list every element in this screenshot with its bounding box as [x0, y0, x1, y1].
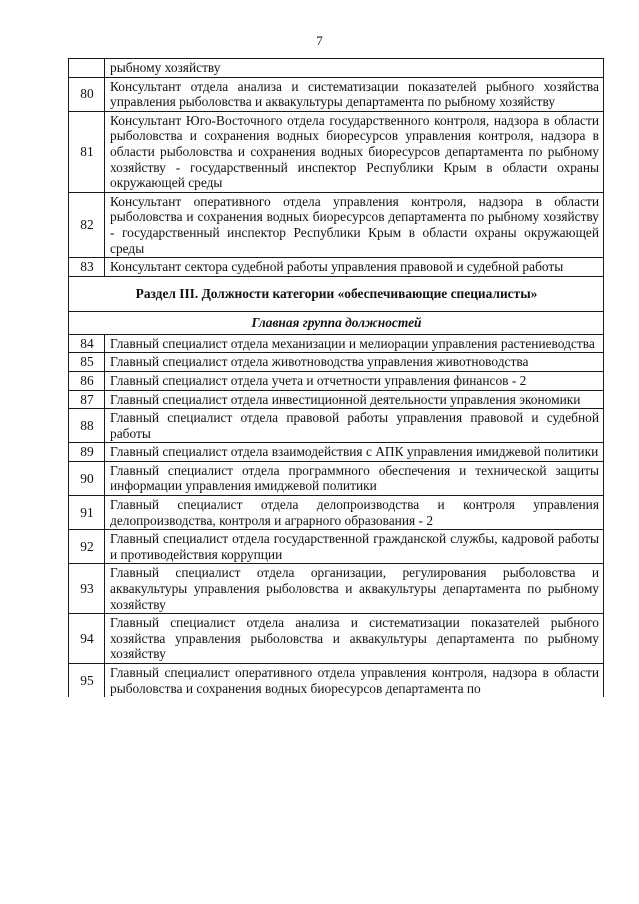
positions-table-body — [69, 59, 604, 698]
table-row — [69, 530, 604, 564]
table-row — [69, 443, 604, 462]
row-number: 81 — [69, 111, 105, 192]
table-row-truncated — [69, 664, 604, 698]
row-number: 87 — [69, 390, 105, 409]
table-row — [69, 111, 604, 192]
row-number: 83 — [69, 258, 105, 277]
row-number: 91 — [69, 496, 105, 530]
table-row — [69, 461, 604, 495]
row-number: 86 — [69, 371, 105, 390]
group-title: Главная группа должностей — [69, 311, 604, 334]
position-title: Главный специалист отдела механизации и мелиорации управления растениеводства — [105, 334, 604, 353]
row-number: 94 — [69, 614, 105, 664]
table-row — [69, 564, 604, 614]
row-number: 88 — [69, 409, 105, 443]
position-title: Главный специалист отдела правовой работы управления правовой и судебной работы — [105, 409, 604, 443]
table-row — [69, 390, 604, 409]
table-row-continuation — [69, 59, 604, 78]
table-row — [69, 192, 604, 257]
table-row — [69, 496, 604, 530]
position-title: рыбному хозяйству — [105, 59, 604, 78]
row-number: 82 — [69, 192, 105, 257]
position-title: Главный специалист отдела животноводства управления животноводства — [105, 353, 604, 372]
row-number: 89 — [69, 443, 105, 462]
position-title: Главный специалист отдела государственной гражданской службы, кадровой работы и противодействия коррупции — [105, 530, 604, 564]
row-number: 84 — [69, 334, 105, 353]
row-number: 95 — [69, 664, 105, 698]
table-row — [69, 334, 604, 353]
page-number: 7 — [316, 33, 323, 48]
position-title: Консультант оперативного отдела управления контроля, надзора в области рыболовства и сохранения водных биоресурсов департамента по рыбному хозяйству - государственный инспектор Республики Крым в области охраны окружающей среды — [105, 192, 604, 257]
row-number: 90 — [69, 461, 105, 495]
position-title: Главный специалист отдела делопроизводства и контроля управления делопроизводства, контроля и аграрного образования - 2 — [105, 496, 604, 530]
table-row — [69, 371, 604, 390]
section-heading-row — [69, 276, 604, 311]
position-title: Консультант сектора судебной работы управления правовой и судебной работы — [105, 258, 604, 277]
row-number: 93 — [69, 564, 105, 614]
row-number: 92 — [69, 530, 105, 564]
table-row — [69, 409, 604, 443]
position-title: Главный специалист оперативного отдела управления контроля, надзора в области рыболовства и сохранения водных биоресурсов департамента по — [105, 664, 604, 698]
table-row — [69, 614, 604, 664]
positions-table — [68, 58, 604, 697]
row-number: 85 — [69, 353, 105, 372]
table-row — [69, 353, 604, 372]
row-number — [69, 59, 105, 78]
position-title: Главный специалист отдела инвестиционной деятельности управления экономики — [105, 390, 604, 409]
position-title: Главный специалист отдела организации, регулирования рыболовства и аквакультуры управления рыболовства и аквакультуры департамента по рыбному хозяйству — [105, 564, 604, 614]
position-title: Главный специалист отдела учета и отчетности управления финансов - 2 — [105, 371, 604, 390]
row-number: 80 — [69, 77, 105, 111]
section-title: Раздел III. Должности категории «обеспечивающие специалисты» — [69, 276, 604, 311]
group-heading-row — [69, 311, 604, 334]
position-title: Главный специалист отдела анализа и систематизации показателей рыбного хозяйства управления рыболовства и аквакультуры департамента по рыбному хозяйству — [105, 614, 604, 664]
position-title: Главный специалист отдела взаимодействия с АПК управления имиджевой политики — [105, 443, 604, 462]
table-row — [69, 77, 604, 111]
table-row — [69, 258, 604, 277]
position-title: Главный специалист отдела программного обеспечения и технической защиты информации управления имиджевой политики — [105, 461, 604, 495]
position-title: Консультант Юго-Восточного отдела государственного контроля, надзора в области рыболовства и сохранения водных биоресурсов управления контроля, надзора в области рыболовства и сохранения водных биоресурсов департамента по рыбному хозяйству - государственный инспектор Республики Крым в области охраны окружающей среды — [105, 111, 604, 192]
position-title: Консультант отдела анализа и систематизации показателей рыбного хозяйства управления рыболовства и аквакультуры департамента по рыбному хозяйству — [105, 77, 604, 111]
